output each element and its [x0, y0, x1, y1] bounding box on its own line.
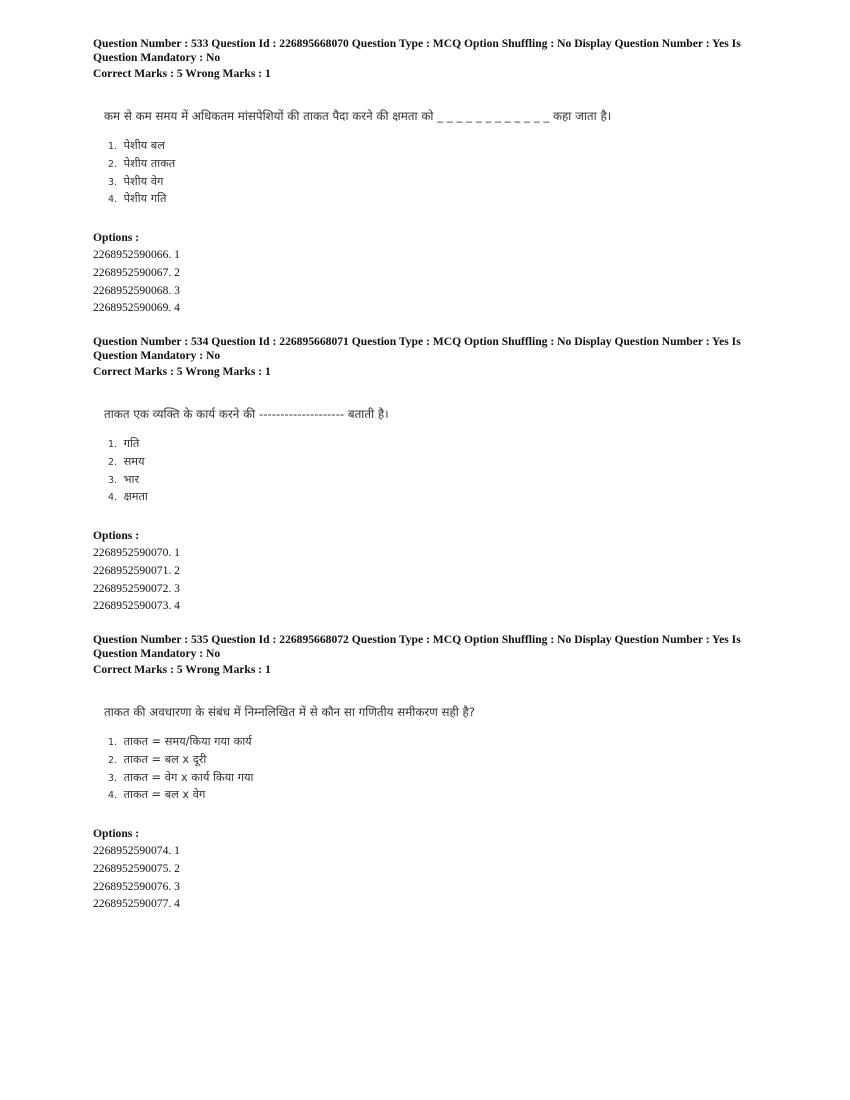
option-id-item: 2268952590073. 4	[93, 599, 180, 613]
choice-number: 3.	[108, 176, 118, 188]
option-id-item: 2268952590068. 3	[93, 283, 180, 297]
choice-item	[108, 173, 175, 191]
marks-line: Correct Marks : 5 Wrong Marks : 1	[93, 365, 271, 378]
question-block-535	[93, 633, 773, 913]
choice-label: पेशीय बल	[123, 139, 165, 152]
question-block-533	[93, 37, 773, 317]
option-id-item: 2268952590075. 2	[93, 861, 180, 875]
choice-number: 1.	[108, 439, 118, 450]
choice-label: पेशीय गति	[123, 192, 167, 206]
choice-item	[108, 435, 148, 453]
choice-label: ताकत = बल x वेग	[123, 788, 206, 802]
choice-list	[108, 733, 254, 804]
choice-item	[108, 155, 175, 173]
option-id-list	[93, 842, 180, 913]
choice-item	[108, 488, 148, 506]
choice-number: 1.	[108, 141, 118, 152]
choice-number: 2.	[108, 456, 118, 468]
option-id-list	[93, 246, 180, 317]
question-block-534	[93, 335, 773, 615]
question-mandatory-line: Question Mandatory : No	[93, 647, 221, 660]
question-meta-line: Question Number : 534 Question Id : 226895668071 Question Type : MCQ Option Shuffling : No Display Question Number : Yes Is	[93, 335, 741, 348]
choice-list	[108, 435, 148, 506]
marks-line: Correct Marks : 5 Wrong Marks : 1	[93, 67, 271, 80]
choice-label: क्षमता	[123, 490, 148, 504]
choice-label: ताकत = बल x दूरी	[123, 752, 207, 766]
choice-number: 1.	[108, 737, 118, 748]
choice-number: 2.	[108, 158, 118, 170]
choice-label: भार	[123, 472, 140, 486]
question-meta	[93, 335, 773, 379]
option-id-item: 2268952590067. 2	[93, 265, 180, 279]
choice-item	[108, 786, 254, 804]
choice-number: 3.	[108, 772, 118, 784]
choice-item	[108, 137, 175, 155]
option-id-list	[93, 544, 180, 615]
option-id-item: 2268952590071. 2	[93, 563, 180, 577]
question-meta	[93, 37, 773, 81]
choice-item	[108, 190, 175, 208]
choice-item	[108, 453, 148, 471]
question-mandatory-line: Question Mandatory : No	[93, 51, 221, 64]
marks-line: Correct Marks : 5 Wrong Marks : 1	[93, 663, 271, 676]
choice-label: ताकत = समय/किया गया कार्य	[123, 735, 252, 748]
option-id-item: 2268952590069. 4	[93, 301, 180, 315]
choice-label: पेशीय वेग	[123, 174, 164, 188]
option-id-item: 2268952590076. 3	[93, 879, 180, 893]
question-meta-line: Question Number : 533 Question Id : 226895668070 Question Type : MCQ Option Shuffling : No Display Question Number : Yes Is	[93, 37, 741, 50]
option-id-item: 2268952590077. 4	[93, 897, 180, 911]
choice-label: समय	[123, 454, 145, 468]
choice-number: 2.	[108, 754, 118, 766]
options-title: Options :	[93, 529, 140, 542]
choice-number: 3.	[108, 474, 118, 486]
choice-label: गति	[123, 437, 140, 450]
choice-number: 4.	[108, 790, 118, 802]
choice-label: ताकत = वेग x कार्य किया गया	[123, 770, 254, 784]
choice-item	[108, 751, 254, 769]
choice-list	[108, 137, 175, 208]
question-text: ताकत की अवधारणा के संबंध में निम्नलिखित में से कौन सा गणितीय समीकरण सही है?	[104, 705, 476, 719]
options-title: Options :	[93, 231, 140, 244]
question-meta-line: Question Number : 535 Question Id : 226895668072 Question Type : MCQ Option Shuffling : No Display Question Number : Yes Is	[93, 633, 741, 646]
question-text: कम से कम समय में अधिकतम मांसपेशियों की ताकत पैदा करने की क्षमता को _ _ _ _ _ _ _ _ _ _ _ _ कहा जाता है।	[104, 109, 612, 123]
option-id-item: 2268952590066. 1	[93, 248, 180, 261]
question-mandatory-line: Question Mandatory : No	[93, 349, 221, 362]
choice-number: 4.	[108, 194, 118, 206]
question-text: ताकत एक व्यक्ति के कार्य करने की -------------------- बताती है।	[104, 407, 389, 421]
option-id-item: 2268952590072. 3	[93, 581, 180, 595]
choice-number: 4.	[108, 492, 118, 504]
options-title: Options :	[93, 827, 140, 840]
choice-item	[108, 471, 148, 489]
question-meta	[93, 633, 773, 677]
choice-item	[108, 769, 254, 787]
option-id-item: 2268952590070. 1	[93, 546, 180, 559]
choice-item	[108, 733, 254, 751]
choice-label: पेशीय ताकत	[123, 156, 176, 170]
option-id-item: 2268952590074. 1	[93, 844, 180, 857]
